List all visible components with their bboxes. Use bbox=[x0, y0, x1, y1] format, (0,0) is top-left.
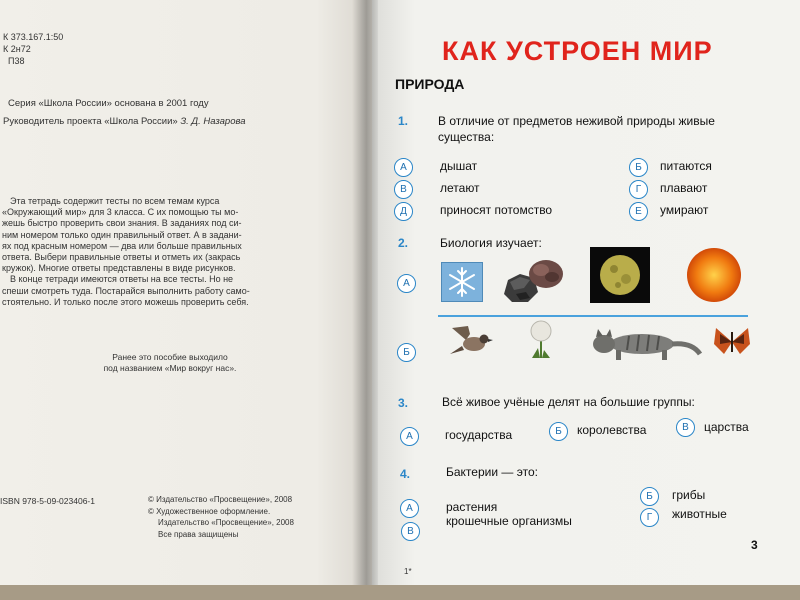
q1-option-v-circle[interactable]: В bbox=[394, 180, 413, 199]
copyright-line: © Издательство «Просвещение», 2008 bbox=[148, 495, 293, 504]
q3-option-v-circle[interactable]: В bbox=[676, 418, 695, 437]
description-line: кружок). Многие ответы представлены в виде рисунков. bbox=[2, 263, 236, 274]
q4-option-g-circle[interactable]: Г bbox=[640, 508, 659, 527]
isbn: ISBN 978-5-09-023406-1 bbox=[0, 496, 95, 506]
description-line: спеши смотреть туда. Постарайся выполнить работу само- bbox=[2, 285, 250, 296]
butterfly-drawing bbox=[712, 324, 752, 360]
q4-option-v-text: крошечные организмы bbox=[446, 514, 572, 528]
q4-option-a-text: растения bbox=[446, 500, 498, 514]
classification-2: К 2н72 bbox=[3, 44, 31, 54]
question-2-number: 2. bbox=[398, 236, 409, 250]
moon-icon bbox=[590, 247, 650, 303]
q1-option-e-circle[interactable]: Е bbox=[629, 202, 648, 221]
q1-option-d-text: приносят потомство bbox=[440, 203, 553, 217]
signature-mark: 1* bbox=[404, 567, 412, 576]
q4-option-b-text: грибы bbox=[672, 488, 706, 502]
book-title: КАК УСТРОЕН МИР bbox=[442, 36, 713, 66]
question-3-text: Всё живое учёные делят на большие группы: bbox=[442, 395, 695, 409]
description-line: Эта тетрадь содержит тесты по всем темам курса bbox=[10, 196, 220, 206]
description-line: жешь быстро проверить свои знания. В заданиях под си- bbox=[2, 218, 242, 229]
book-gutter bbox=[352, 0, 378, 600]
q1-option-g-text: плавают bbox=[660, 181, 708, 195]
description-line: ответа. Выбери правильные ответы и отметь их (закрась bbox=[2, 252, 241, 263]
description-line: «Окружающий мир» для 3 класса. С их помощью ты мо- bbox=[2, 207, 239, 218]
sun-icon bbox=[684, 246, 744, 304]
q1-option-e-text: умирают bbox=[660, 203, 709, 217]
q1-option-a-text: дышат bbox=[440, 159, 478, 173]
dandelion-drawing bbox=[524, 318, 558, 362]
previous-title-line: под названием «Мир вокруг нас». bbox=[103, 363, 237, 373]
page-number: 3 bbox=[751, 538, 758, 552]
butterfly-icon bbox=[712, 324, 752, 360]
table-surface bbox=[0, 585, 800, 600]
description-line: ним номером только один правильный ответ. А в задани- bbox=[2, 229, 242, 240]
q2-option-a-circle[interactable]: А bbox=[397, 274, 416, 293]
q1-option-b-text: питаются bbox=[660, 159, 712, 173]
q1-option-d-circle[interactable]: Д bbox=[394, 202, 413, 221]
snowflake-drawing bbox=[442, 263, 482, 301]
q4-option-v-circle[interactable]: В bbox=[401, 522, 420, 541]
q1-option-a-circle[interactable]: А bbox=[394, 158, 413, 177]
q3-option-b-circle[interactable]: Б bbox=[549, 422, 568, 441]
moon-drawing bbox=[590, 247, 650, 303]
cat-drawing bbox=[584, 320, 704, 362]
question-1-text: В отличие от предметов неживой природы живые существа: bbox=[438, 114, 715, 144]
bird-icon bbox=[444, 320, 496, 362]
q3-option-b-text: королевства bbox=[577, 423, 647, 437]
copyright-line: © Художественное оформление. bbox=[148, 506, 271, 516]
rose-stone-icon bbox=[526, 256, 566, 290]
q1-option-b-circle[interactable]: Б bbox=[629, 158, 648, 177]
previous-title-line: Ранее это пособие выходило bbox=[112, 352, 228, 362]
q1-option-g-circle[interactable]: Г bbox=[629, 180, 648, 199]
previous-title-note bbox=[80, 352, 260, 374]
dandelion-icon bbox=[524, 318, 558, 362]
question-1-number: 1. bbox=[398, 114, 409, 128]
question-2-text: Биология изучает: bbox=[440, 236, 542, 250]
classification-3: П38 bbox=[8, 56, 25, 66]
description-line: ях под красным номером — два или больше правильных bbox=[2, 240, 242, 251]
question-3-number: 3. bbox=[398, 396, 409, 410]
copyright-block bbox=[148, 494, 294, 540]
copyright-line: Издательство «Просвещение», 2008 bbox=[158, 518, 294, 527]
copyright-line: Все права защищены bbox=[158, 529, 239, 539]
cat-icon bbox=[584, 320, 704, 362]
q4-option-a-circle[interactable]: А bbox=[400, 499, 419, 518]
rose-stone-drawing bbox=[526, 256, 566, 290]
q3-option-v-text: царства bbox=[704, 420, 749, 434]
project-line-label: Руководитель проекта «Школа России» bbox=[3, 116, 178, 127]
q4-option-g-text: животные bbox=[672, 507, 727, 521]
bird-drawing bbox=[444, 320, 496, 362]
sun-drawing bbox=[684, 246, 744, 304]
classification-1: К 373.167.1:50 bbox=[3, 32, 64, 42]
question-4-text: Бактерии — это: bbox=[446, 465, 538, 479]
question-4-number: 4. bbox=[400, 467, 411, 481]
project-line-name: З. Д. Назарова bbox=[180, 116, 246, 127]
description-line: стоятельно. И только после этого можешь проверить себя. bbox=[2, 296, 249, 307]
q2-option-b-circle[interactable]: Б bbox=[397, 343, 416, 362]
q4-option-b-circle[interactable]: Б bbox=[640, 487, 659, 506]
option-separator bbox=[438, 315, 748, 317]
q1-option-v-text: летают bbox=[440, 181, 480, 195]
q3-option-a-circle[interactable]: А bbox=[400, 427, 419, 446]
project-line bbox=[3, 116, 246, 127]
description-line: В конце тетради имеются ответы на все тесты. Но не bbox=[10, 274, 234, 285]
q3-option-a-text: государства bbox=[445, 428, 513, 442]
description bbox=[2, 196, 332, 308]
snowflake-icon bbox=[441, 262, 483, 302]
section-title: ПРИРОДА bbox=[395, 76, 465, 92]
series-line: Серия «Школа России» основана в 2001 году bbox=[8, 98, 209, 109]
